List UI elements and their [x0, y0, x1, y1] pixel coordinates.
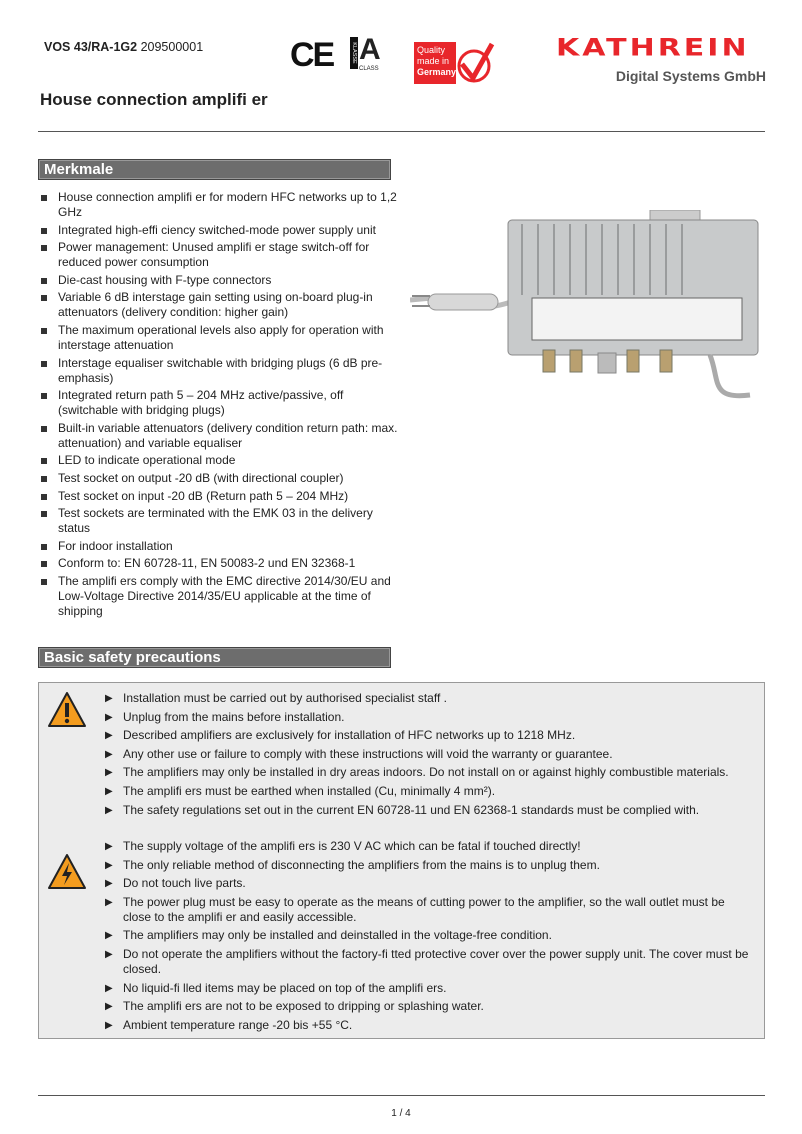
list-item: ▶ Described amplifiers are exclusively for installation of HFC networks up to 1218 MHz. [105, 728, 755, 743]
list-item: ▶ Unplug from the mains before installation. [105, 710, 755, 725]
list-item: Die-cast housing with F-type connectors [38, 273, 398, 288]
list-item: ▶ The power plug must be easy to operate as the means of cutting power to the amplifier, so the wall outlet must be close to the amplifi er and easily accessible. [105, 895, 755, 925]
list-item: LED to indicate operational mode [38, 453, 398, 468]
quality-line: made in [417, 56, 450, 66]
ce-mark: CE [290, 36, 334, 74]
warning-icon [47, 691, 87, 729]
list-item: Built-in variable attenuators (delivery condition return path: max. attenuation) and variable equaliser [38, 421, 398, 451]
list-item: ▶ Installation must be carried out by authorised specialist staff . [105, 691, 755, 706]
check-icon [456, 40, 496, 86]
list-item: ▶ The amplifi ers are not to be exposed to dripping or splashing water. [105, 999, 755, 1014]
section-heading-safety: Basic safety precautions [38, 647, 391, 668]
feature-list [38, 190, 398, 622]
list-item: ▶ Do not touch live parts. [105, 876, 755, 891]
list-item: For indoor installation [38, 539, 398, 554]
class-label: CLASS [359, 66, 379, 72]
list-item: Test sockets are terminated with the EMK 03 in the delivery status [38, 506, 398, 536]
model-name: VOS 43/RA-1G2 [44, 40, 138, 54]
article-number: 209500001 [140, 40, 204, 54]
safety-box [38, 682, 765, 1039]
quality-badge [414, 42, 456, 84]
quality-line: Germany [417, 67, 457, 77]
list-item: ▶ The amplifiers may only be installed and deinstalled in the voltage-free condition. [105, 928, 755, 943]
list-item: Test socket on input -20 dB (Return path 5 – 204 MHz) [38, 489, 398, 504]
model-number [44, 40, 203, 54]
list-item: ▶ Any other use or failure to comply with these instructions will void the warranty or guarantee. [105, 747, 755, 762]
list-item: Conform to: EN 60728-11, EN 50083-2 und EN 32368-1 [38, 556, 398, 571]
list-item: ▶ The amplifi ers must be earthed when installed (Cu, minimally 4 mm²). [105, 784, 755, 799]
quality-line: Quality [417, 45, 446, 55]
page-title: House connection amplifi er [40, 90, 268, 109]
electrical-precautions-list [105, 839, 755, 1036]
list-item: ▶ The safety regulations set out in the current EN 60728-11 und EN 62368-1 standards must be complied with. [105, 803, 755, 818]
list-item: House connection amplifi er for modern HFC networks up to 1,2 GHz [38, 190, 398, 220]
list-item: ▶ The supply voltage of the amplifi ers is 230 V AC which can be fatal if touched directly! [105, 839, 755, 854]
list-item: Integrated high-effi ciency switched-mode power supply unit [38, 223, 398, 238]
list-item: ▶ No liquid-fi lled items may be placed on top of the amplifi ers. [105, 981, 755, 996]
list-item: Interstage equaliser switchable with bridging plugs (6 dB pre-emphasis) [38, 356, 398, 386]
klasse-label: KLASSE [351, 42, 357, 64]
energy-class-letter: A [359, 33, 381, 66]
general-precautions-list [105, 691, 755, 821]
list-item: ▶ Do not operate the amplifiers without the factory-fi tted protective cover over the power supply unit. The cover must be closed. [105, 947, 755, 977]
page-number: 1 / 4 [391, 1108, 411, 1119]
list-item: ▶ Ambient temperature range -20 bis +55 °C. [105, 1018, 755, 1033]
list-item: ▶ The only reliable method of disconnecting the amplifiers from the mains is to unplug them. [105, 858, 755, 873]
brand-subtitle: Digital Systems GmbH [615, 68, 766, 84]
list-item: Test socket on output -20 dB (with directional coupler) [38, 471, 398, 486]
kathrein-logo: KATHREIN [556, 34, 750, 62]
product-image [410, 210, 770, 405]
list-item: The amplifi ers comply with the EMC directive 2014/30/EU and Low-Voltage Directive 2014/35/EU applicable at the time of shipping [38, 574, 398, 619]
list-item: ▶ The amplifiers may only be installed in dry areas indoors. Do not install on or against highly combustible materials. [105, 765, 755, 780]
divider [38, 131, 765, 132]
list-item: Power management: Unused amplifi er stage switch-off for reduced power consumption [38, 240, 398, 270]
electrical-hazard-icon [47, 853, 87, 891]
footer-divider [38, 1095, 765, 1096]
list-item: Integrated return path 5 – 204 MHz active/passive, off (switchable with bridging plugs) [38, 388, 398, 418]
energy-class-logo [350, 33, 390, 73]
list-item: The maximum operational levels also apply for operation with interstage attenuation [38, 323, 398, 353]
list-item: Variable 6 dB interstage gain setting using on-board plug-in attenuators (delivery condition: higher gain) [38, 290, 398, 320]
section-heading-features: Merkmale [38, 159, 391, 180]
